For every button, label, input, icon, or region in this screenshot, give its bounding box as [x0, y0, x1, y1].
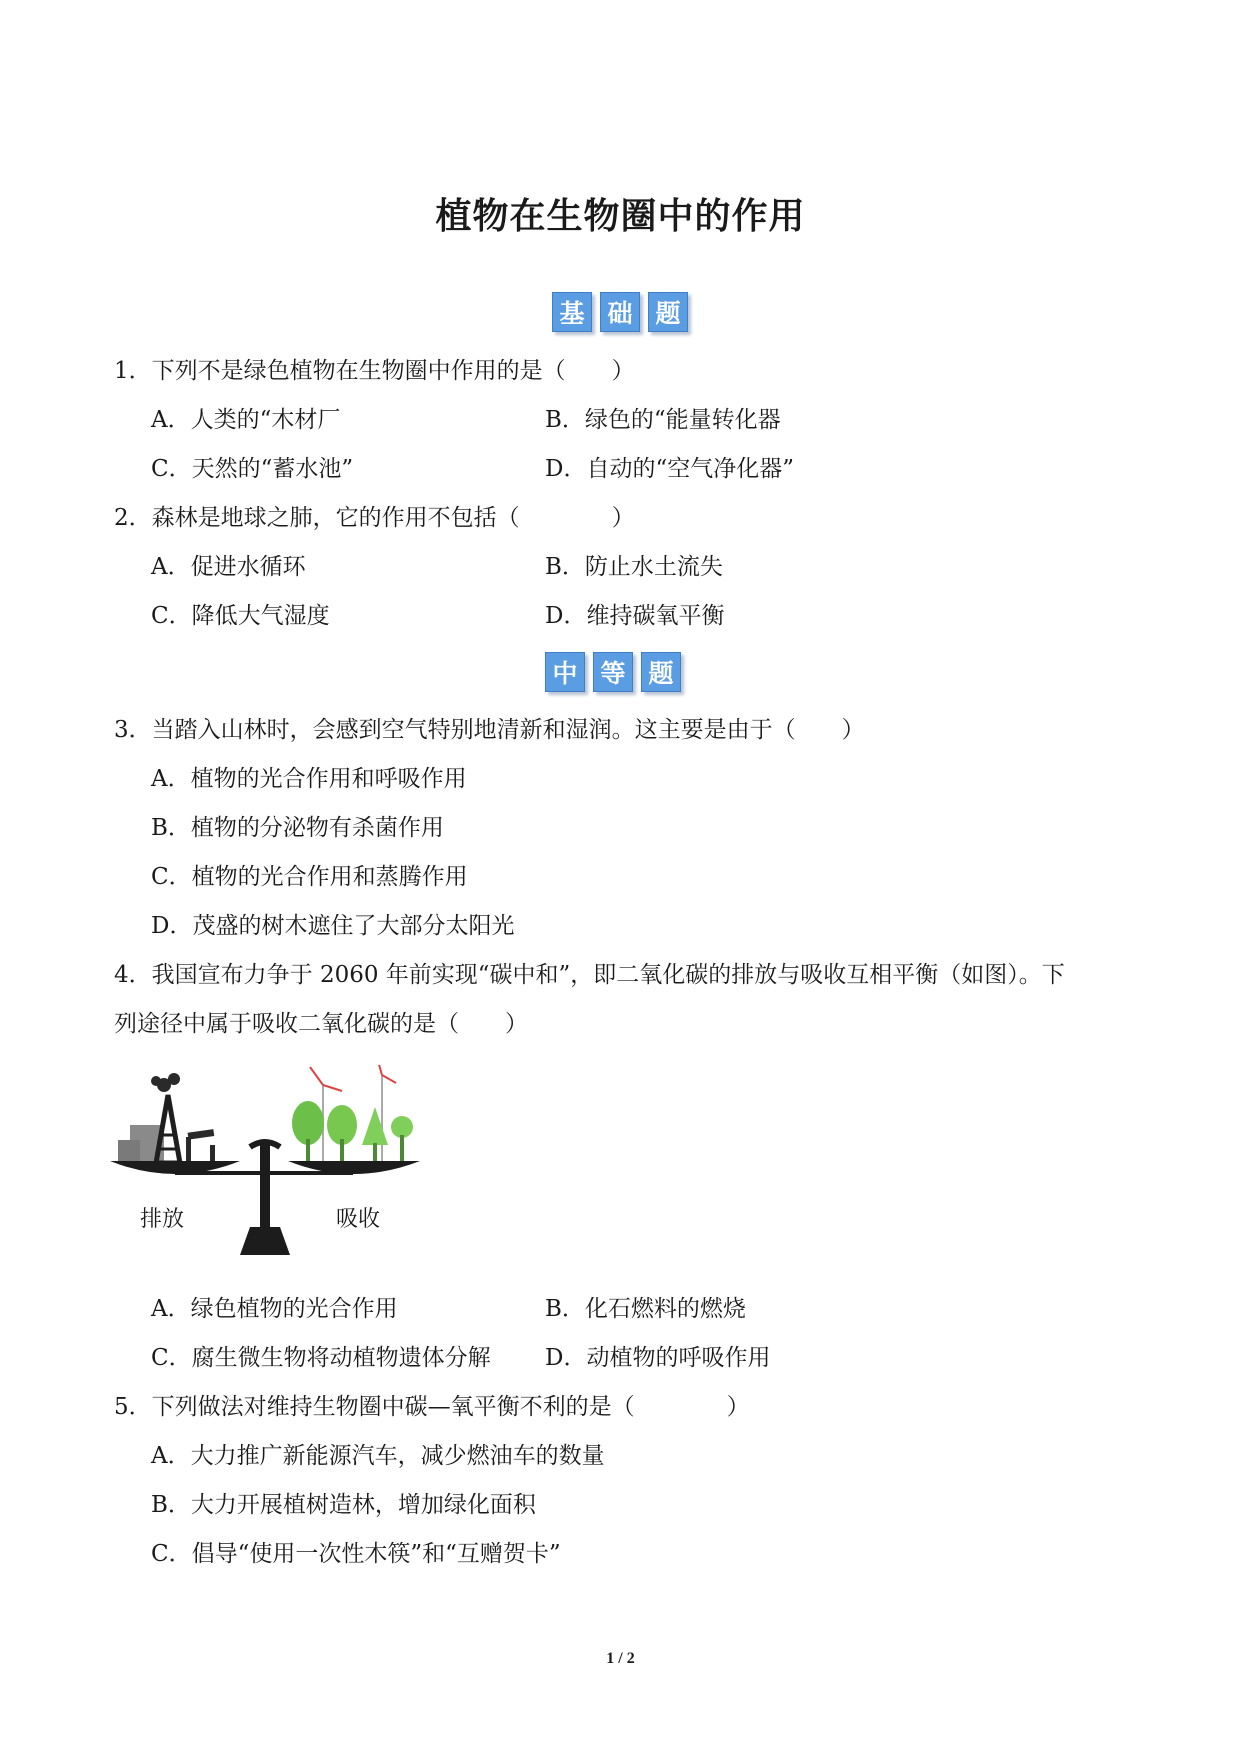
document-title: 植物在生物圈中的作用: [435, 196, 806, 237]
factory-icon: [118, 1073, 215, 1163]
question-2-option-a: A．促进水循环: [151, 554, 306, 580]
question-3-option-b: B．植物的分泌物有杀菌作用: [151, 815, 444, 841]
question-1-option-b: B．绿色的“能量转化器: [545, 407, 781, 433]
question-5-stem: 5．下列做法对维持生物圈中碳—氧平衡不利的是（ ）: [114, 1394, 750, 1420]
section-header-basic: [552, 292, 688, 332]
question-4-option-b: B．化石燃料的燃烧: [545, 1296, 746, 1322]
question-4-option-a: A．绿色植物的光合作用: [151, 1296, 398, 1322]
carbon-balance-figure: [110, 1065, 430, 1255]
section-char: 题: [648, 292, 688, 332]
section-char: 基: [552, 292, 592, 332]
question-2-option-b: B．防止水土流失: [545, 554, 723, 580]
question-4-stem-line-1: 4．我国宣布力争于 2060 年前实现“碳中和”，即二氧化碳的排放与吸收互相平衡（如图）。下: [114, 962, 1065, 988]
question-1-option-d: D．自动的“空气净化器”: [545, 456, 794, 482]
section-header-medium: [545, 652, 681, 692]
question-3-option-a: A．植物的光合作用和呼吸作用: [151, 766, 467, 792]
question-1-option-a: A．人类的“木材厂: [151, 407, 341, 433]
trees-icon: [292, 1065, 413, 1161]
question-4-option-c: C．腐生微生物将动植物遗体分解: [151, 1345, 491, 1371]
question-1-option-c: C．天然的“蓄水池”: [151, 456, 354, 482]
page-number: 1 / 2: [606, 1650, 635, 1667]
question-3-option-c: C．植物的光合作用和蒸腾作用: [151, 864, 468, 890]
section-char: 题: [641, 652, 681, 692]
question-3-stem: 3．当踏入山林时，会感到空气特别地清新和湿润。这主要是由于（ ）: [114, 717, 865, 743]
figure-label-absorption: 吸收: [336, 1207, 381, 1232]
question-3-option-d: D．茂盛的树木遮住了大部分太阳光: [151, 913, 515, 939]
question-4-option-d: D．动植物的呼吸作用: [545, 1345, 771, 1371]
question-5-option-a: A．大力推广新能源汽车，减少燃油车的数量: [151, 1443, 605, 1469]
figure-label-emission: 排放: [140, 1207, 185, 1232]
section-char: 础: [600, 292, 640, 332]
question-2-option-c: C．降低大气湿度: [151, 603, 330, 629]
question-5-option-c: C．倡导“使用一次性木筷”和“互赠贺卡”: [151, 1541, 561, 1567]
question-5-option-b: B．大力开展植树造林，增加绿化面积: [151, 1492, 536, 1518]
section-char: 中: [545, 652, 585, 692]
question-1-stem: 1．下列不是绿色植物在生物圈中作用的是（ ）: [114, 358, 635, 384]
section-char: 等: [593, 652, 633, 692]
question-2-stem: 2．森林是地球之肺，它的作用不包括（ ）: [114, 505, 635, 531]
question-4-stem-line-2: 列途径中属于吸收二氧化碳的是（ ）: [114, 1011, 528, 1037]
question-2-option-d: D．维持碳氧平衡: [545, 603, 725, 629]
